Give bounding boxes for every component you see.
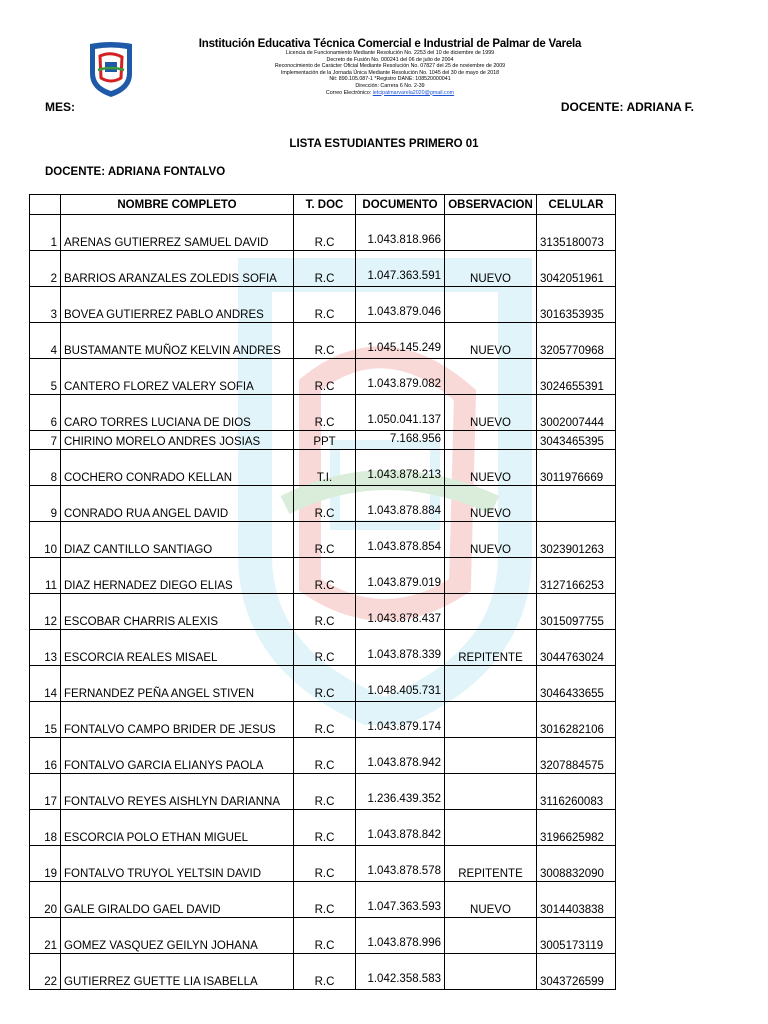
row-number: 22 (30, 954, 61, 990)
student-name: GALE GIRALDO GAEL DAVID (61, 882, 294, 918)
student-name: FONTALVO GARCIA ELIANYS PAOLA (61, 738, 294, 774)
email-label: Correo Electrónico: (325, 89, 372, 96)
document-number: 1.043.879.019 (356, 558, 445, 594)
student-name: DIAZ HERNADEZ DIEGO ELIAS (61, 558, 294, 594)
student-name: BOVEA GUTIERREZ PABLO ANDRES (61, 287, 294, 323)
document-type: R.C (294, 395, 356, 431)
students-table (29, 194, 616, 990)
row-number: 10 (30, 522, 61, 558)
document-type: R.C (294, 486, 356, 522)
col-header-number (30, 195, 61, 215)
table-row (30, 215, 616, 251)
observation: NUEVO (445, 522, 537, 558)
student-name: COCHERO CONRADO KELLAN (61, 450, 294, 486)
observation (445, 359, 537, 395)
table-row (30, 882, 616, 918)
document-number: 1.236.439.352 (356, 774, 445, 810)
row-number: 11 (30, 558, 61, 594)
letterhead-line: Licencia de Funcionamiento Mediante Resolución No. 2253 del 10 de diciembre de 1999 (285, 50, 495, 56)
student-name: FONTALVO REYES AISHLYN DARIANNA (61, 774, 294, 810)
observation (445, 287, 537, 323)
table-row (30, 287, 616, 323)
phone-number: 3024655391 (537, 359, 616, 395)
table-row (30, 702, 616, 738)
document-type: R.C (294, 702, 356, 738)
document-number: 1.045.145.249 (356, 323, 445, 359)
row-number: 18 (30, 810, 61, 846)
email-line (180, 90, 600, 97)
table-row (30, 486, 616, 522)
document-type: R.C (294, 251, 356, 287)
document-type: R.C (294, 215, 356, 251)
table-row (30, 558, 616, 594)
table-row (30, 359, 616, 395)
mes-label: MES: (45, 100, 75, 114)
table-row (30, 954, 616, 990)
phone-number: 3042051961 (537, 251, 616, 287)
observation (445, 774, 537, 810)
row-number: 6 (30, 395, 61, 431)
col-header-document: DOCUMENTO (356, 195, 445, 215)
letterhead-line: Decreto de Fusión No. 000241 del 06 de julio de 2004 (326, 56, 454, 63)
observation: NUEVO (445, 450, 537, 486)
observation (445, 702, 537, 738)
document-type: R.C (294, 774, 356, 810)
table-row (30, 323, 616, 359)
document-number: 1.043.878.842 (356, 810, 445, 846)
table-body (30, 215, 616, 990)
phone-number: 3002007444 (537, 395, 616, 431)
table-header-row (30, 195, 616, 215)
table-row (30, 431, 616, 450)
observation: REPITENTE (445, 630, 537, 666)
document-number: 1.043.878.942 (356, 738, 445, 774)
student-name: CANTERO FLOREZ VALERY SOFIA (61, 359, 294, 395)
observation: NUEVO (445, 251, 537, 287)
phone-number: 3043465395 (537, 431, 616, 450)
observation: REPITENTE (445, 846, 537, 882)
student-name: ARENAS GUTIERREZ SAMUEL DAVID (61, 215, 294, 251)
table-row (30, 810, 616, 846)
list-title: LISTA ESTUDIANTES PRIMERO 01 (289, 138, 479, 150)
phone-number: 3043726599 (537, 954, 616, 990)
row-number: 12 (30, 594, 61, 630)
table-row (30, 395, 616, 431)
observation: NUEVO (445, 323, 537, 359)
col-header-phone: CELULAR (537, 195, 616, 215)
phone-number: 3016282106 (537, 702, 616, 738)
table-row (30, 774, 616, 810)
phone-number: 3044763024 (537, 630, 616, 666)
document-number: 1.047.363.591 (356, 251, 445, 287)
document-number: 1.043.878.213 (356, 450, 445, 486)
document-number: 1.043.878.996 (356, 918, 445, 954)
phone-number: 3196625982 (537, 810, 616, 846)
docente-name: DOCENTE: ADRIANA FONTALVO (45, 166, 226, 178)
phone-number: 3023901263 (537, 522, 616, 558)
row-number: 15 (30, 702, 61, 738)
phone-number: 3008832090 (537, 846, 616, 882)
letterhead-line: Implementación de la Jornada Única Mediante Resolución No. 1045 del 30 de mayo de 2018 (280, 69, 500, 76)
phone-number: 3015097755 (537, 594, 616, 630)
document-number: 1.043.878.884 (356, 486, 445, 522)
document-number: 7.168.956 (356, 431, 445, 450)
row-number: 3 (30, 287, 61, 323)
table-row (30, 846, 616, 882)
row-number: 2 (30, 251, 61, 287)
document-type: R.C (294, 882, 356, 918)
document-number: 1.050.041.137 (356, 395, 445, 431)
student-name: GUTIERREZ GUETTE LIA ISABELLA (61, 954, 294, 990)
observation (445, 594, 537, 630)
student-name: CARO TORRES LUCIANA DE DIOS (61, 395, 294, 431)
student-name: CONRADO RUA ANGEL DAVID (61, 486, 294, 522)
document-type: R.C (294, 594, 356, 630)
observation (445, 215, 537, 251)
observation (445, 666, 537, 702)
document-type: R.C (294, 666, 356, 702)
document-type: PPT (294, 431, 356, 450)
document-number: 1.043.878.437 (356, 594, 445, 630)
phone-number: 3205770968 (537, 323, 616, 359)
document-number: 1.048.405.731 (356, 666, 445, 702)
document-type: R.C (294, 810, 356, 846)
row-number: 9 (30, 486, 61, 522)
letterhead-line: Dirección: Carrera 6 No. 2-39 (355, 82, 425, 89)
observation: NUEVO (445, 882, 537, 918)
phone-number: 3116260083 (537, 774, 616, 810)
student-name: BARRIOS ARANZALES ZOLEDIS SOFIA (61, 251, 294, 287)
col-header-observation: OBSERVACION (445, 195, 537, 215)
institution-name: Institución Educativa Técnica Comercial e Industrial de Palmar de Varela (198, 38, 582, 50)
table-row (30, 251, 616, 287)
document-type: R.C (294, 738, 356, 774)
row-number: 4 (30, 323, 61, 359)
letterhead-line: Nit: 890.105.087-1 *Registro DANE: 108520000041 (329, 76, 451, 83)
table-row (30, 630, 616, 666)
observation (445, 954, 537, 990)
document-type: R.C (294, 287, 356, 323)
row-number: 20 (30, 882, 61, 918)
observation: NUEVO (445, 486, 537, 522)
student-name: ESCORCIA POLO ETHAN MIGUEL (61, 810, 294, 846)
row-number: 19 (30, 846, 61, 882)
phone-number: 3016353935 (537, 287, 616, 323)
student-name: GOMEZ VASQUEZ GEILYN JOHANA (61, 918, 294, 954)
document-number: 1.043.878.854 (356, 522, 445, 558)
student-name: DIAZ CANTILLO SANTIAGO (61, 522, 294, 558)
student-name: FONTALVO CAMPO BRIDER DE JESUS (61, 702, 294, 738)
docente-header: DOCENTE: ADRIANA F. (560, 100, 694, 114)
student-name: ESCOBAR CHARRIS ALEXIS (61, 594, 294, 630)
student-name: CHIRINO MORELO ANDRES JOSIAS (61, 431, 294, 450)
student-name: FERNANDEZ PEÑA ANGEL STIVEN (61, 666, 294, 702)
observation (445, 558, 537, 594)
document-type: R.C (294, 359, 356, 395)
phone-number: 3005173119 (537, 918, 616, 954)
phone-number: 3207884575 (537, 738, 616, 774)
row-number: 16 (30, 738, 61, 774)
col-header-name: NOMBRE COMPLETO (61, 195, 294, 215)
document-number: 1.043.879.082 (356, 359, 445, 395)
row-number: 14 (30, 666, 61, 702)
phone-number: 3135180073 (537, 215, 616, 251)
document-number: 1.043.818.966 (356, 215, 445, 251)
document-type: R.C (294, 522, 356, 558)
table-row (30, 522, 616, 558)
document-type: R.C (294, 630, 356, 666)
school-shield-logo (88, 40, 134, 98)
document-type: R.C (294, 558, 356, 594)
table-row (30, 738, 616, 774)
document-type: T.I. (294, 450, 356, 486)
row-number: 1 (30, 215, 61, 251)
document-type: R.C (294, 846, 356, 882)
observation (445, 810, 537, 846)
row-number: 7 (30, 431, 61, 450)
letterhead-line: Reconocimiento de Carácter Oficial Mediante Resolución No. 07827 del 25 de noviembre de 2009 (274, 63, 506, 70)
row-number: 5 (30, 359, 61, 395)
document-type: R.C (294, 954, 356, 990)
document-type: R.C (294, 323, 356, 359)
table-row (30, 450, 616, 486)
letterhead (180, 38, 600, 96)
row-number: 8 (30, 450, 61, 486)
document-number: 1.043.878.578 (356, 846, 445, 882)
phone-number: 3014403838 (537, 882, 616, 918)
phone-number: 3127166253 (537, 558, 616, 594)
student-name: FONTALVO TRUYOL YELTSIN DAVID (61, 846, 294, 882)
row-number: 21 (30, 918, 61, 954)
row-number: 13 (30, 630, 61, 666)
document-number: 1.043.879.046 (356, 287, 445, 323)
table-row (30, 666, 616, 702)
observation (445, 738, 537, 774)
document-number: 1.047.363.593 (356, 882, 445, 918)
student-name: BUSTAMANTE MUÑOZ KELVIN ANDRES (61, 323, 294, 359)
document-number: 1.043.878.339 (356, 630, 445, 666)
email-link[interactable]: ietcipalmarvarela2020@gmail.com (372, 89, 455, 96)
document-number: 1.042.358.583 (356, 954, 445, 990)
observation (445, 918, 537, 954)
document-number: 1.043.879.174 (356, 702, 445, 738)
document-type: R.C (294, 918, 356, 954)
phone-number: 3011976669 (537, 450, 616, 486)
phone-number: 3046433655 (537, 666, 616, 702)
col-header-tdoc: T. DOC (294, 195, 356, 215)
row-number: 17 (30, 774, 61, 810)
phone-number (537, 486, 616, 522)
observation: NUEVO (445, 395, 537, 431)
student-name: ESCORCIA REALES MISAEL (61, 630, 294, 666)
observation (445, 431, 537, 450)
table-row (30, 594, 616, 630)
table-row (30, 918, 616, 954)
